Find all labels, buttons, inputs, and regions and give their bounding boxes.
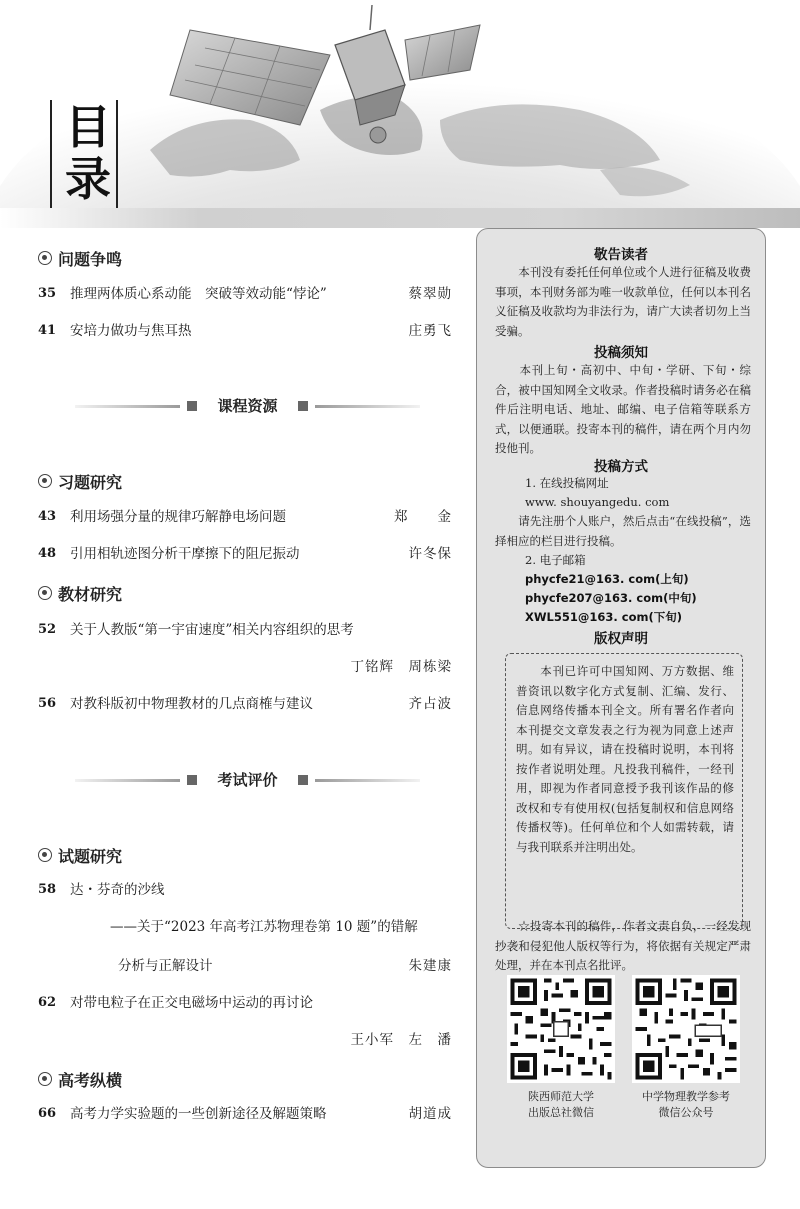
online-label: 1. 在线投稿网址 <box>525 476 609 490</box>
toc-title-char-1: 目 <box>65 100 111 154</box>
email-label: 2. 电子邮箱 <box>525 553 586 567</box>
page-number: 43 <box>38 509 57 524</box>
submission-title: 投稿须知 <box>594 345 648 361</box>
article-title: 安培力做功与焦耳热 <box>70 323 192 339</box>
submission-text: 本刊上旬・高初中、中旬・学研、下旬・综合，被中国知网全文收录。作者投稿时请务必在稿件后注明电话、地址、邮编、电子信箱等联系方式，以便通联。投寄本刊的稿件，请在两个月内勿投他刊。 <box>495 363 751 455</box>
article-author: 庄勇飞 <box>408 323 452 339</box>
article-author: 许冬保 <box>408 546 452 562</box>
qr-caption-publisher: 陕西师范大学 出版总社微信 <box>528 1090 594 1119</box>
header-banner <box>0 0 800 228</box>
qr-code-icon[interactable] <box>507 975 615 1083</box>
section-shiti-yanjiu <box>38 843 122 867</box>
page-number: 48 <box>38 546 57 561</box>
page-number: 56 <box>38 696 57 711</box>
article-title: 对教科版初中物理教材的几点商榷与建议 <box>70 696 313 712</box>
section-gaokao-zongheng <box>38 1067 122 1091</box>
method-title: 投稿方式 <box>594 459 648 475</box>
warning-text: ☆投寄本刊的稿件，作者文责自负，一经发现抄袭和侵犯他人版权等行为，将依据有关规定严肃处理，并在本刊点名批评。 <box>495 919 751 972</box>
email-1[interactable]: phycfe21@163. com(上旬) <box>525 572 689 586</box>
divider-kaoshi-pingjia <box>75 771 420 789</box>
article-title: 达・芬奇的沙线 <box>70 882 165 898</box>
target-circle-icon <box>38 1072 52 1086</box>
article-author: 朱建康 <box>408 958 452 974</box>
copyright-title: 版权声明 <box>594 631 648 647</box>
article-title: 对带电粒子在正交电磁场中运动的再讨论 <box>70 995 313 1011</box>
page-number: 58 <box>38 882 57 897</box>
article-title: 利用场强分量的规律巧解静电场问题 <box>70 509 286 525</box>
article-author: 丁铭辉 周栋梁 <box>350 659 452 675</box>
page-number: 66 <box>38 1106 57 1121</box>
page-number: 35 <box>38 286 57 301</box>
notice-text: 本刊没有委托任何单位或个人进行征稿及收费事项，本刊财务部为唯一收款单位，任何以本刊名义征稿及收款均为非法行为，请广大读者切勿上当受骗。 <box>495 265 751 338</box>
toc-title-char-2: 录 <box>65 152 111 206</box>
toc-title <box>50 100 118 208</box>
copyright-text: 本刊已许可中国知网、万方数据、维普资讯以数字化方式复制、汇编、发行、信息网络传播本刊全文。所有署名作者向本刊提交文章发表之行为视为同意上述声明。如有异议，请在投稿时说明，本刊将按作者说明处理。凡投我刊稿件，一经刊用，即视为作者同意授予我刊该作品的修改权和专有使用权(包括复制权和信息网络传播权等)。任何单位和个人如需转载，请与我刊联系并注明出处。 <box>516 664 734 854</box>
page-number: 62 <box>38 995 57 1010</box>
website-link[interactable]: www. shouyangedu. com <box>525 495 670 509</box>
copyright-box <box>505 653 743 929</box>
article-author: 郑 金 <box>394 509 452 525</box>
article-subtitle: ——关于“2023 年高考江苏物理卷第 10 题”的错解 <box>110 919 418 935</box>
qr-caption-journal: 中学物理教学参考 微信公众号 <box>642 1090 730 1119</box>
section-title: 高考纵横 <box>58 1070 123 1090</box>
qr-code-icon[interactable] <box>632 975 740 1083</box>
article-title: 高考力学实验题的一些创新途径及解题策略 <box>70 1106 327 1122</box>
article-author: 胡道成 <box>408 1106 452 1122</box>
info-panel <box>476 228 766 1168</box>
article-author: 齐占波 <box>408 696 452 712</box>
target-circle-icon <box>38 474 52 488</box>
section-wenti-zhengming <box>38 246 122 270</box>
target-circle-icon <box>38 251 52 265</box>
section-jiaocai-yanjiu <box>38 581 122 605</box>
article-title: 关于人教版“第一宇宙速度”相关内容组织的思考 <box>70 622 354 638</box>
section-title: 习题研究 <box>58 472 123 492</box>
satellite-globe-illustration <box>0 0 800 228</box>
article-title: 推理两体质心系动能 突破等效动能“悖论” <box>70 286 327 302</box>
section-title: 试题研究 <box>58 846 123 866</box>
target-circle-icon <box>38 586 52 600</box>
article-author: 王小军 左 潘 <box>350 1032 452 1048</box>
section-xiti-yanjiu <box>38 469 122 493</box>
section-title: 问题争鸣 <box>58 249 123 269</box>
divider-label: 考试评价 <box>217 771 278 789</box>
target-circle-icon <box>38 848 52 862</box>
email-2[interactable]: phycfe207@163. com(中旬) <box>525 591 697 605</box>
article-title: 引用相轨迹图分析干摩擦下的阻尼振动 <box>70 546 300 562</box>
page-number: 52 <box>38 622 57 637</box>
divider-kecheng-ziyuan <box>75 397 420 415</box>
page-number: 41 <box>38 323 57 338</box>
article-subtitle-cont: 分析与正解设计 <box>118 958 213 974</box>
article-author: 蔡翠勋 <box>408 286 452 302</box>
section-title: 教材研究 <box>58 584 123 604</box>
online-text: 请先注册个人账户，然后点击“在线投稿”，选择相应的栏目进行投稿。 <box>495 514 751 548</box>
notice-title: 敬告读者 <box>594 247 648 263</box>
email-3[interactable]: XWL551@163. com(下旬) <box>525 610 682 624</box>
divider-label: 课程资源 <box>217 397 278 415</box>
